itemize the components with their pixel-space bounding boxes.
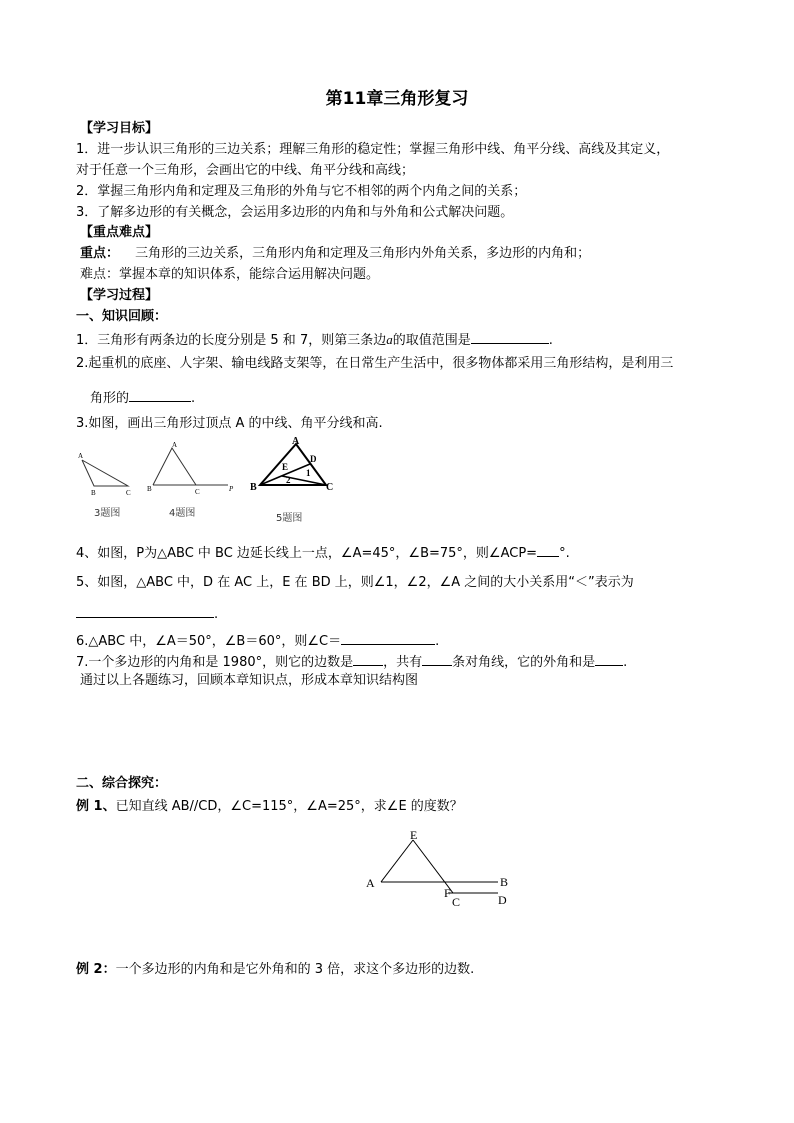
fig4-triangle <box>153 448 196 485</box>
ex1-label-b: B <box>500 875 509 889</box>
ex1-label-c: C <box>452 895 461 909</box>
q7-text-b: ，共有 <box>383 655 423 670</box>
section-1-title: 一、知识回顾： <box>76 309 168 324</box>
question-6 <box>76 630 439 651</box>
summary-instruction: 通过以上各题练习，回顾本章知识点，形成本章知识结构图 <box>80 673 419 688</box>
q6-end: . <box>435 634 440 649</box>
q5-answer-blank[interactable] <box>76 603 214 618</box>
q7-text-a: 7.一个多边形的内角和是 1980°，则它的边数是 <box>76 655 354 670</box>
focus-label: 重点： <box>80 246 120 261</box>
question-7 <box>76 651 627 672</box>
fig5-caption: 5题图 <box>276 513 303 524</box>
question-3: 3.如图，画出三角形过顶点 A 的中线、角平分线和高. <box>76 416 383 431</box>
question-5-answer <box>76 603 218 624</box>
q7-blank-exterior[interactable] <box>595 651 623 666</box>
fig3-caption: 3题图 <box>94 508 121 519</box>
q4-answer-blank[interactable] <box>537 542 559 557</box>
figure-3 <box>76 446 136 498</box>
question-2-line-2 <box>90 387 195 408</box>
ex1-label-d: D <box>498 893 507 907</box>
ex1-label-a: A <box>366 876 375 890</box>
q1-text-b: 的取值范围是 <box>392 333 471 348</box>
key-heading: 【重点难点】 <box>80 225 159 240</box>
q4-end: °. <box>559 546 570 561</box>
question-5: 5、如图，△ABC 中，D 在 AC 上，E 在 BD 上，则∠1，∠2，∠A 之间的大小关系用“＜”表示为 <box>76 575 634 590</box>
fig4-label-c: C <box>195 488 200 496</box>
example-1-figure <box>360 826 520 910</box>
q1-text-a: 1．三角形有两条边的长度分别是 5 和 7，则第三条边 <box>76 333 387 348</box>
focus-text: 三角形的三边关系，三角形内角和定理及三角形内外角关系，多边形的内角和； <box>135 246 591 261</box>
q1-variable: a <box>386 332 393 347</box>
goal-1: 1．进一步认识三角形的三边关系；理解三角形的稳定性；掌握三角形中线、角平分线、高线及其定义， <box>76 142 670 157</box>
q1-answer-blank[interactable] <box>471 329 549 344</box>
fig5-label-a: A <box>292 436 300 447</box>
ex1-label-e: E <box>410 828 418 842</box>
ex1-label: 例 1、 <box>76 799 116 814</box>
q6-text: 6.△ABC 中，∠A＝50°，∠B＝60°，则∠C＝ <box>76 634 342 649</box>
fig4-label-a: A <box>172 441 178 449</box>
q4-text: 4、如图，P为△ABC 中 BC 边延长线上一点，∠A=45°，∠B=75°，则∠ACP= <box>76 546 538 561</box>
fig4-label-b: B <box>147 485 152 493</box>
q6-answer-blank[interactable] <box>341 630 435 645</box>
ex1-segment-ae <box>381 840 413 882</box>
fig5-label-d: D <box>310 454 317 464</box>
key-focus <box>80 245 590 263</box>
goal-1-cont: 对于任意一个三角形，会画出它的中线、角平分线和高线； <box>76 163 415 178</box>
fig5-label-c: C <box>326 482 334 493</box>
question-4 <box>76 542 570 563</box>
key-difficulty: 难点：掌握本章的知识体系，能综合运用解决问题。 <box>80 267 380 282</box>
q7-blank-sides[interactable] <box>353 651 383 666</box>
fig5-label-b: B <box>250 482 257 493</box>
ex2-label: 例 2： <box>76 962 116 977</box>
q2-text: 角形的 <box>90 391 130 406</box>
process-heading: 【学习过程】 <box>80 288 159 303</box>
q2-end: . <box>191 391 196 406</box>
q7-end: . <box>623 655 628 670</box>
goals-heading: 【学习目标】 <box>80 121 159 136</box>
fig4-caption: 4题图 <box>169 508 196 519</box>
figure-5 <box>248 434 342 502</box>
ex1-label-f: F <box>444 886 451 900</box>
q7-text-c: 条对角线，它的外角和是 <box>452 655 596 670</box>
fig3-triangle <box>82 460 128 486</box>
fig5-angle-1: 1 <box>306 468 311 478</box>
goal-2: 2．掌握三角形内角和定理及三角形的外角与它不相邻的两个内角之间的关系； <box>76 184 527 199</box>
fig4-label-p: P <box>229 485 234 493</box>
section-2-title: 二、综合探究： <box>76 776 168 791</box>
question-2-line-1: 2.起重机的底座、人字架、输电线路支架等，在日常生产生活中，很多物体都采用三角形结构，是利用三 <box>76 356 674 371</box>
fig3-label-c: C <box>126 489 131 497</box>
q2-answer-blank[interactable] <box>129 387 191 402</box>
example-1 <box>76 798 463 816</box>
goal-3: 3．了解多边形的有关概念，会运用多边形的内角和与外角和公式解决问题。 <box>76 205 514 220</box>
fig5-angle-2: 2 <box>286 475 291 485</box>
fig3-label-b: B <box>91 489 96 497</box>
ex1-text: 已知直线 AB//CD，∠C=115°，∠A=25°，求∠E 的度数？ <box>115 799 463 814</box>
figure-4 <box>144 440 240 498</box>
ex2-text: 一个多边形的内角和是它外角和的 3 倍，求这个多边形的边数. <box>115 962 475 977</box>
q5-end: . <box>214 607 219 622</box>
question-1 <box>76 329 553 350</box>
fig3-label-a: A <box>78 452 84 460</box>
fig5-label-e: E <box>282 462 289 472</box>
example-2 <box>76 961 474 979</box>
q1-end: . <box>548 333 553 348</box>
page-title: 第11章三角形复习 <box>325 89 469 109</box>
q7-blank-diagonals[interactable] <box>422 651 452 666</box>
